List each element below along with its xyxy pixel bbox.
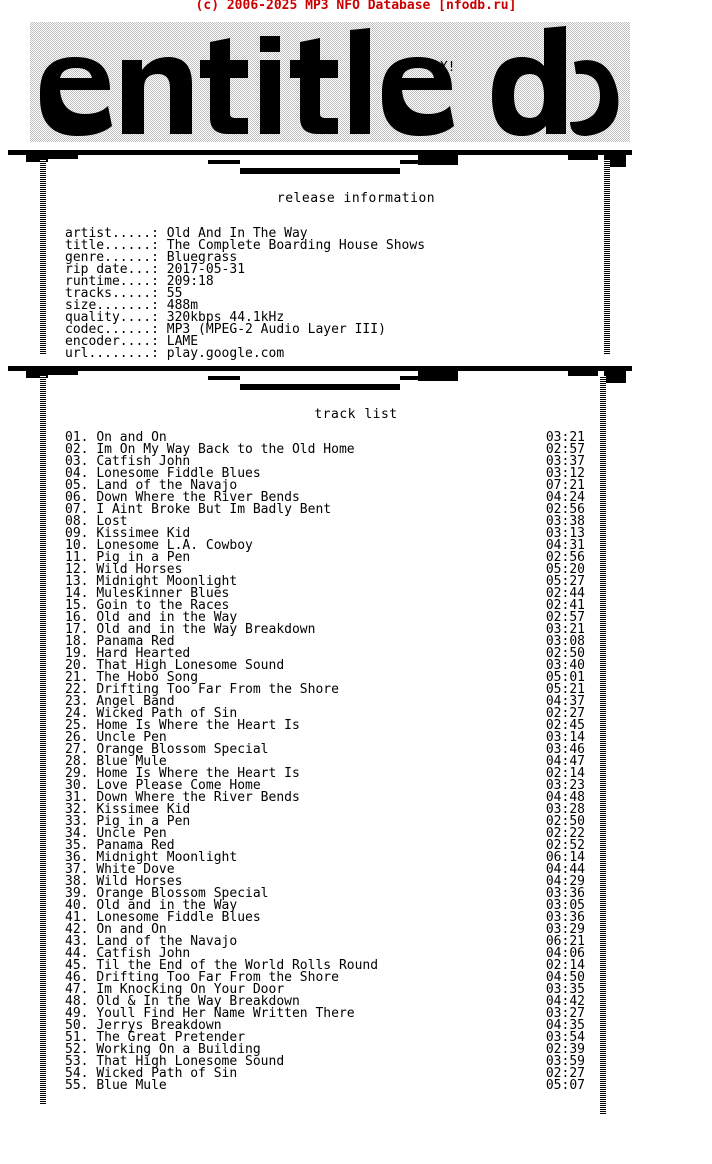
track-duration: 03:37 bbox=[545, 454, 585, 469]
track-duration: 03:59 bbox=[545, 1054, 585, 1069]
track-duration: 02:14 bbox=[545, 766, 585, 781]
track-number: 36. bbox=[65, 850, 97, 865]
track-number: 41. bbox=[65, 910, 97, 925]
track-number: 40. bbox=[65, 898, 97, 913]
track-duration: 05:07 bbox=[545, 1078, 585, 1093]
track-title: Old and in the Way bbox=[96, 898, 238, 913]
track-duration: 02:52 bbox=[545, 838, 585, 853]
track-title: That High Lonesome Sound bbox=[96, 658, 285, 673]
track-number: 45. bbox=[65, 958, 97, 973]
release-field-value: Old And In The Way bbox=[166, 226, 308, 241]
track-number: 35. bbox=[65, 838, 97, 853]
track-number: 53. bbox=[65, 1054, 97, 1069]
track-number: 01. bbox=[65, 430, 97, 445]
track-number: 44. bbox=[65, 946, 97, 961]
release-field-key: encoder....: bbox=[65, 334, 167, 349]
release-field bbox=[65, 348, 425, 360]
track-duration: 02:41 bbox=[545, 598, 585, 613]
track-duration: 03:36 bbox=[545, 910, 585, 925]
logo-tag: hX! bbox=[432, 60, 456, 75]
release-field-key: size.......: bbox=[65, 298, 167, 313]
track-title: Wicked Path of Sin bbox=[96, 1066, 238, 1081]
track-duration: 06:21 bbox=[545, 934, 585, 949]
release-field-key: codec......: bbox=[65, 322, 167, 337]
track-duration: 04:24 bbox=[545, 490, 585, 505]
track-number: 50. bbox=[65, 1018, 97, 1033]
track-number: 16. bbox=[65, 610, 97, 625]
border-left bbox=[40, 160, 46, 354]
track-duration: 05:21 bbox=[545, 682, 585, 697]
track-title: Angel Band bbox=[96, 694, 175, 709]
track-duration: 04:50 bbox=[545, 970, 585, 985]
track-title: Old & In the Way Breakdown bbox=[96, 994, 300, 1009]
track-title: I Aint Broke But Im Badly Bent bbox=[96, 502, 332, 517]
release-field-value: 55 bbox=[166, 286, 183, 301]
track-duration: 03:54 bbox=[545, 1030, 585, 1045]
release-field-value: 2017-05-31 bbox=[166, 262, 246, 277]
track-title: Goin to the Races bbox=[96, 598, 230, 613]
track-duration: 03:05 bbox=[545, 898, 585, 913]
track-duration: 04:06 bbox=[545, 946, 585, 961]
track-row bbox=[65, 1080, 585, 1092]
track-title: Orange Blossom Special bbox=[96, 742, 269, 757]
track-duration: 04:29 bbox=[545, 874, 585, 889]
track-title: Land of the Navajo bbox=[96, 478, 238, 493]
track-title: White Dove bbox=[96, 862, 175, 877]
track-number: 51. bbox=[65, 1030, 97, 1045]
track-number: 28. bbox=[65, 754, 97, 769]
track-title: The Great Pretender bbox=[96, 1030, 246, 1045]
release-field-key: rip date...: bbox=[65, 262, 167, 277]
track-title: Drifting Too Far From the Shore bbox=[96, 682, 339, 697]
track-title: Love Please Come Home bbox=[96, 778, 261, 793]
release-field-value: LAME bbox=[166, 334, 199, 349]
release-field-key: tracks.....: bbox=[65, 286, 167, 301]
track-duration: 03:21 bbox=[545, 622, 585, 637]
track-duration: 04:44 bbox=[545, 862, 585, 877]
border-right bbox=[604, 160, 610, 354]
track-title: Midnight Moonlight bbox=[96, 574, 238, 589]
track-title: Im Knocking On Your Door bbox=[96, 982, 285, 997]
track-number: 46. bbox=[65, 970, 97, 985]
track-duration: 03:27 bbox=[545, 1006, 585, 1021]
track-title: Catfish John bbox=[96, 946, 191, 961]
release-info-block bbox=[65, 228, 425, 360]
track-title: Midnight Moonlight bbox=[96, 850, 238, 865]
track-title: Panama Red bbox=[96, 838, 175, 853]
track-duration: 03:38 bbox=[545, 514, 585, 529]
track-duration: 02:27 bbox=[545, 706, 585, 721]
track-title: Lonesome Fiddle Blues bbox=[96, 466, 261, 481]
track-duration: 07:21 bbox=[545, 478, 585, 493]
border-right bbox=[600, 376, 606, 1114]
track-duration: 03:12 bbox=[545, 466, 585, 481]
track-duration: 03:08 bbox=[545, 634, 585, 649]
track-number: 03. bbox=[65, 454, 97, 469]
track-duration: 05:27 bbox=[545, 574, 585, 589]
track-title: Drifting Too Far From the Shore bbox=[96, 970, 339, 985]
track-title: That High Lonesome Sound bbox=[96, 1054, 285, 1069]
track-duration: 02:27 bbox=[545, 1066, 585, 1081]
track-number: 26. bbox=[65, 730, 97, 745]
track-title: Wicked Path of Sin bbox=[96, 706, 238, 721]
track-duration: 02:50 bbox=[545, 646, 585, 661]
track-title: Lonesome Fiddle Blues bbox=[96, 910, 261, 925]
track-title: Kissimee Kid bbox=[96, 526, 191, 541]
track-duration: 03:13 bbox=[545, 526, 585, 541]
track-title: Down Where the River Bends bbox=[96, 790, 300, 805]
track-title: Kissimee Kid bbox=[96, 802, 191, 817]
track-row bbox=[65, 504, 585, 516]
track-number: 09. bbox=[65, 526, 97, 541]
track-title: Orange Blossom Special bbox=[96, 886, 269, 901]
track-duration: 05:20 bbox=[545, 562, 585, 577]
track-number: 07. bbox=[65, 502, 97, 517]
track-title: On and On bbox=[96, 922, 167, 937]
track-number: 22. bbox=[65, 682, 97, 697]
track-title: Land of the Navajo bbox=[96, 934, 238, 949]
track-duration: 02:44 bbox=[545, 586, 585, 601]
track-title: Old and in the Way bbox=[96, 610, 238, 625]
entitled-logo bbox=[30, 22, 630, 142]
track-title: Home Is Where the Heart Is bbox=[96, 718, 300, 733]
track-duration: 02:57 bbox=[545, 442, 585, 457]
track-number: 25. bbox=[65, 718, 97, 733]
track-title: Catfish John bbox=[96, 454, 191, 469]
track-number: 30. bbox=[65, 778, 97, 793]
section-divider bbox=[8, 366, 632, 392]
track-duration: 03:46 bbox=[545, 742, 585, 757]
track-duration: 02:39 bbox=[545, 1042, 585, 1057]
track-title: Hard Hearted bbox=[96, 646, 191, 661]
release-field-key: artist.....: bbox=[65, 226, 167, 241]
track-number: 29. bbox=[65, 766, 97, 781]
track-title: On and On bbox=[96, 430, 167, 445]
release-field-key: runtime....: bbox=[65, 274, 167, 289]
track-number: 49. bbox=[65, 1006, 97, 1021]
track-title: Uncle Pen bbox=[96, 730, 167, 745]
track-number: 31. bbox=[65, 790, 97, 805]
track-title: Youll Find Her Name Written There bbox=[96, 1006, 355, 1021]
track-number: 54. bbox=[65, 1066, 97, 1081]
track-duration: 03:28 bbox=[545, 802, 585, 817]
track-duration: 04:47 bbox=[545, 754, 585, 769]
release-field-value: Bluegrass bbox=[166, 250, 238, 265]
track-number: 04. bbox=[65, 466, 97, 481]
border-left bbox=[40, 376, 46, 1104]
track-title: Muleskinner Blues bbox=[96, 586, 230, 601]
track-number: 24. bbox=[65, 706, 97, 721]
release-field-key: title......: bbox=[65, 238, 167, 253]
track-duration: 04:35 bbox=[545, 1018, 585, 1033]
track-duration: 03:36 bbox=[545, 886, 585, 901]
track-duration: 03:35 bbox=[545, 982, 585, 997]
track-number: 15. bbox=[65, 598, 97, 613]
track-title: Blue Mule bbox=[96, 754, 167, 769]
release-field-value: play.google.com bbox=[166, 346, 285, 361]
track-number: 34. bbox=[65, 826, 97, 841]
track-number: 02. bbox=[65, 442, 97, 457]
track-title: Working On a Building bbox=[96, 1042, 261, 1057]
track-number: 48. bbox=[65, 994, 97, 1009]
track-number: 20. bbox=[65, 658, 97, 673]
track-number: 19. bbox=[65, 646, 97, 661]
track-title: Pig in a Pen bbox=[96, 814, 191, 829]
track-title: Blue Mule bbox=[96, 1078, 167, 1093]
track-title: Pig in a Pen bbox=[96, 550, 191, 565]
track-list bbox=[65, 432, 585, 1092]
site-header: (c) 2006-2025 MP3 NFO Database [nfodb.ru] bbox=[195, 0, 517, 13]
track-duration: 02:57 bbox=[545, 610, 585, 625]
track-duration: 02:56 bbox=[545, 550, 585, 565]
track-number: 47. bbox=[65, 982, 97, 997]
track-number: 52. bbox=[65, 1042, 97, 1057]
track-title: Jerrys Breakdown bbox=[96, 1018, 222, 1033]
track-title: Down Where the River Bends bbox=[96, 490, 300, 505]
release-field-value: The Complete Boarding House Shows bbox=[166, 238, 426, 253]
track-title: The Hobo Song bbox=[96, 670, 199, 685]
track-duration: 02:45 bbox=[545, 718, 585, 733]
release-field-key: genre......: bbox=[65, 250, 167, 265]
track-number: 37. bbox=[65, 862, 97, 877]
track-title: Wild Horses bbox=[96, 562, 183, 577]
track-duration: 05:01 bbox=[545, 670, 585, 685]
track-duration: 03:40 bbox=[545, 658, 585, 673]
track-title: Til the End of the World Rolls Round bbox=[96, 958, 379, 973]
release-field-key: url........: bbox=[65, 346, 167, 361]
track-number: 27. bbox=[65, 742, 97, 757]
track-number: 06. bbox=[65, 490, 97, 505]
track-title: Lonesome L.A. Cowboy bbox=[96, 538, 253, 553]
track-duration: 04:37 bbox=[545, 694, 585, 709]
track-title: Wild Horses bbox=[96, 874, 183, 889]
track-duration: 03:14 bbox=[545, 730, 585, 745]
track-duration: 02:14 bbox=[545, 958, 585, 973]
track-duration: 03:29 bbox=[545, 922, 585, 937]
track-number: 12. bbox=[65, 562, 97, 577]
track-number: 11. bbox=[65, 550, 97, 565]
release-field-key: quality....: bbox=[65, 310, 167, 325]
track-number: 43. bbox=[65, 934, 97, 949]
track-duration: 06:14 bbox=[545, 850, 585, 865]
track-duration: 04:42 bbox=[545, 994, 585, 1009]
track-number: 33. bbox=[65, 814, 97, 829]
track-duration: 04:31 bbox=[545, 538, 585, 553]
track-number: 39. bbox=[65, 886, 97, 901]
track-number: 14. bbox=[65, 586, 97, 601]
release-info-title: release information bbox=[276, 191, 436, 206]
track-list-title: track list bbox=[314, 407, 398, 422]
track-title: Uncle Pen bbox=[96, 826, 167, 841]
track-title: Im On My Way Back to the Old Home bbox=[96, 442, 355, 457]
track-number: 13. bbox=[65, 574, 97, 589]
track-duration: 02:22 bbox=[545, 826, 585, 841]
track-duration: 02:50 bbox=[545, 814, 585, 829]
track-title: Home Is Where the Heart Is bbox=[96, 766, 300, 781]
track-number: 05. bbox=[65, 478, 97, 493]
track-number: 42. bbox=[65, 922, 97, 937]
section-divider bbox=[8, 150, 632, 176]
track-number: 17. bbox=[65, 622, 97, 637]
track-number: 08. bbox=[65, 514, 97, 529]
release-field-value: 320kbps 44.1kHz bbox=[166, 310, 285, 325]
track-title: Old and in the Way Breakdown bbox=[96, 622, 316, 637]
track-number: 18. bbox=[65, 634, 97, 649]
track-number: 38. bbox=[65, 874, 97, 889]
release-field-value: 488m bbox=[166, 298, 199, 313]
release-field-value: 209:18 bbox=[166, 274, 214, 289]
release-field-value: MP3 (MPEG-2 Audio Layer III) bbox=[166, 322, 386, 337]
track-duration: 02:56 bbox=[545, 502, 585, 517]
track-number: 21. bbox=[65, 670, 97, 685]
track-duration: 03:23 bbox=[545, 778, 585, 793]
track-number: 10. bbox=[65, 538, 97, 553]
track-number: 55. bbox=[65, 1078, 97, 1093]
track-title: Panama Red bbox=[96, 634, 175, 649]
track-number: 32. bbox=[65, 802, 97, 817]
track-duration: 03:21 bbox=[545, 430, 585, 445]
track-number: 23. bbox=[65, 694, 97, 709]
track-duration: 04:48 bbox=[545, 790, 585, 805]
track-title: Lost bbox=[96, 514, 128, 529]
